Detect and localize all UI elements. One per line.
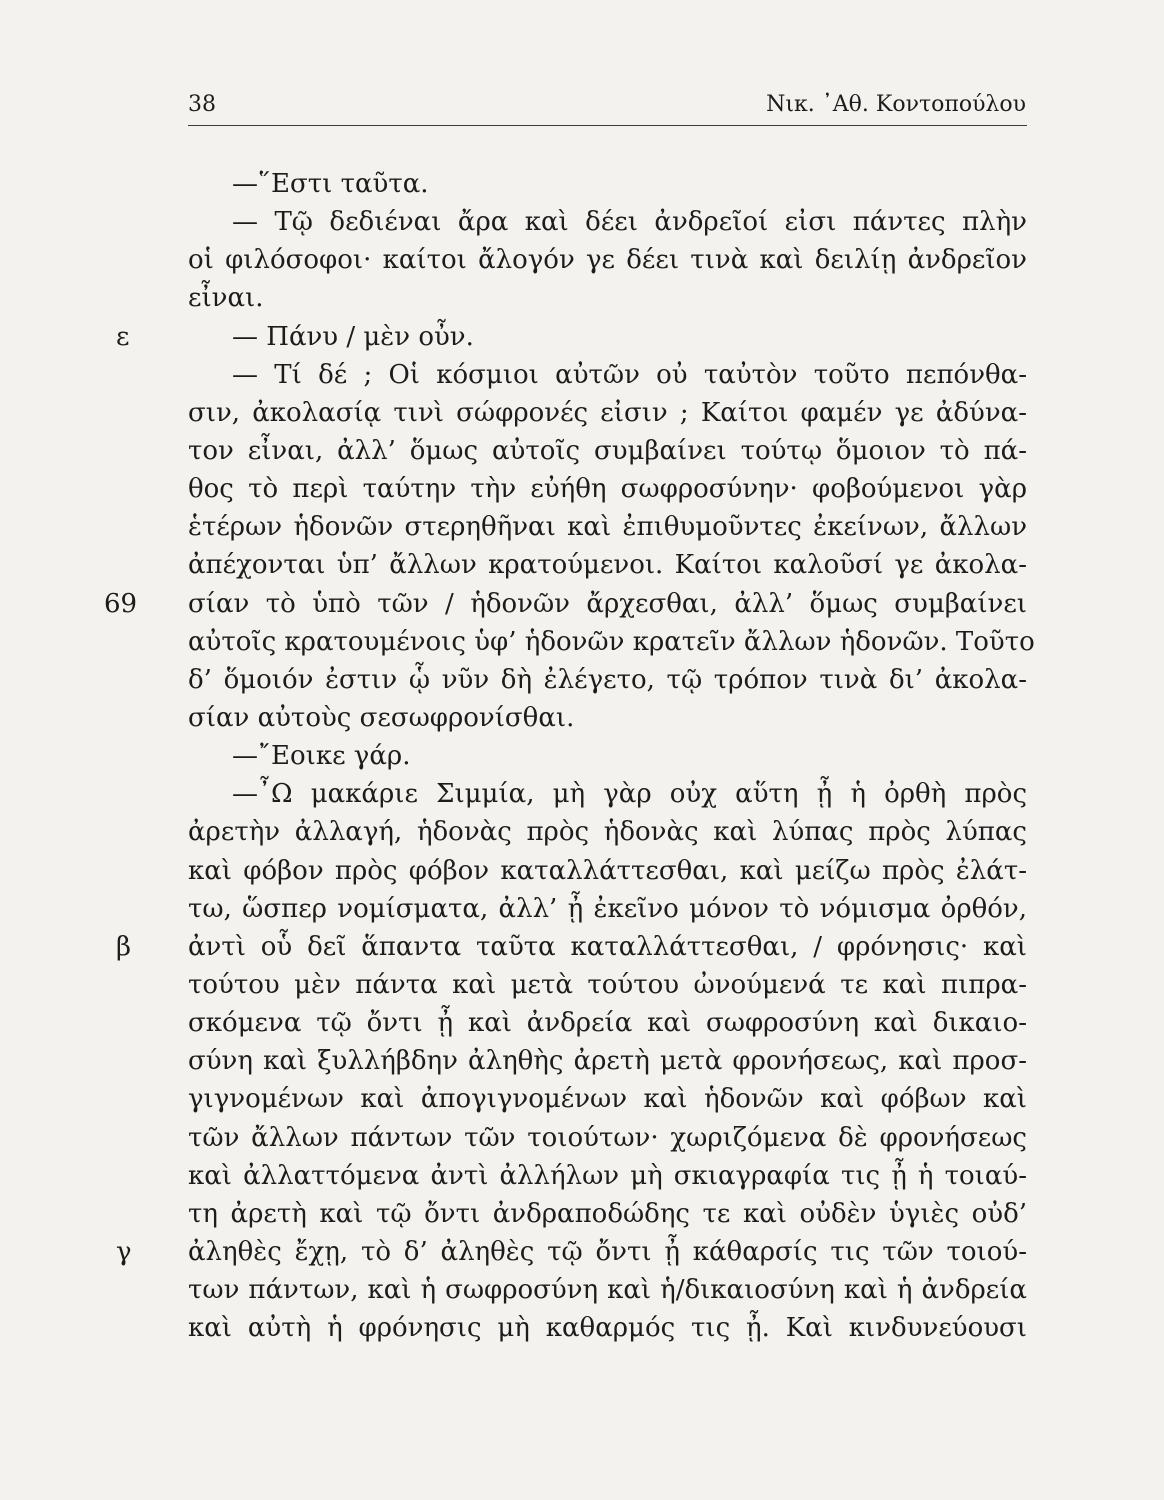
text-line-content: ἀντὶ οὗ δεῖ ἅπαντα ταῦτα καταλλάττεσθαι, / φρόνησις· καὶ (188, 931, 1027, 962)
text-line (188, 241, 1027, 279)
text-line (116, 1233, 1027, 1271)
text-line (116, 318, 1027, 356)
text-line-content: τούτου μὲν πάντα καὶ μετὰ τούτου ὠνούμενά τε καὶ πιπρα- (188, 969, 1027, 1000)
text-line-content: των πάντων, καὶ ἡ σωφροσύνη καὶ ἡ/δικαιοσύνη καὶ ἡ ἀνδρεία (188, 1275, 1027, 1306)
text-line-content: θος τὸ περὶ ταύτην τὴν εὐήθη σωφροσύνην· φοβούμενοι γὰρ (188, 474, 1027, 505)
text-line-content: ἀπέχονται ὑπ’ ἄλλων κρατούμενοι. Καίτοι καλοῦσί γε ἀκολα- (188, 550, 1027, 581)
text-line-content: δ’ ὅμοιόν ἐστιν ᾧ νῦν δὴ ἐλέγετο, τῷ τρόπον τινὰ δι’ ἀκολα- (188, 664, 1027, 695)
text-line-content: σκόμενα τῷ ὄντι ᾖ καὶ ἀνδρεία καὶ σωφροσύνη καὶ δικαιο- (188, 1008, 1027, 1039)
text-line (188, 432, 1027, 470)
text-line-content: σίαν τὸ ὑπὸ τῶν / ἡδονῶν ἄρχεσθαι, ἀλλ’ ὅμως συμβαίνει (188, 588, 1027, 619)
text-line-content: καὶ φόβον πρὸς φόβον καταλλάττεσθαι, καὶ μείζω πρὸς ἐλάτ- (188, 855, 1027, 886)
text-line (188, 1119, 1027, 1157)
text-line (188, 279, 1027, 317)
text-line (116, 928, 1027, 966)
text-line-content: οἱ φιλόσοφοι· καίτοι ἄλογόν γε δέει τινὰ καὶ δειλίῃ ἀνδρεῖον (188, 245, 1027, 276)
text-line (188, 508, 1027, 546)
text-line-content: τῶν ἄλλων πάντων τῶν τοιούτων· χωριζόμενα δὲ φρονήσεως (188, 1122, 1027, 1153)
text-line-content: γιγνομένων καὶ ἀπογιγνομένων καὶ ἡδονῶν καὶ φόβων καὶ (188, 1084, 1027, 1115)
text-line-content: —῏Ω μακάριε Σιμμία, μὴ γὰρ οὐχ αὕτη ᾖ ἡ ὀρθὴ πρὸς (232, 779, 1027, 810)
text-line-content: —῎Εοικε γάρ. (232, 741, 411, 772)
margin-reference: 69 (104, 588, 138, 619)
text-line (188, 661, 1027, 699)
text-line (188, 852, 1027, 890)
text-line (188, 470, 1027, 508)
text-line (188, 1080, 1027, 1118)
text-line-content: ἑτέρων ἡδονῶν στερηθῆναι καὶ ἐπιθυμοῦντες ἐκείνων, ἄλλων (188, 512, 1027, 543)
text-line (188, 203, 1027, 241)
text-line-content: —῞Εστι ταῦτα. (232, 169, 429, 199)
text-line-content: εἶναι. (188, 283, 264, 314)
header-rule (188, 125, 1027, 126)
text-line-content: ἀρετὴν ἀλλαγή, ἡδονὰς πρὸς ἡδονὰς καὶ λύπας πρὸς λύπας (188, 817, 1027, 848)
text-line (188, 699, 1027, 737)
text-line-content: σύνη καὶ ξυλλήβδην ἀληθὴς ἀρετὴ μετὰ φρονήσεως, καὶ προσ- (188, 1046, 1027, 1077)
text-line-content: — Τί δέ ; Οἱ κόσμιοι αὐτῶν οὐ ταὐτὸν τοῦτο πεπόνθα- (232, 359, 1027, 390)
text-line-content: τον εἶναι, ἀλλ’ ὅμως αὐτοῖς συμβαίνει τούτῳ ὅμοιον τὸ πά- (188, 435, 1027, 466)
text-line-content: ἀληθὲς ἔχῃ, τὸ δ’ ἀληθὲς τῷ ὄντι ᾖ κάθαρσίς τις τῶν τοιού- (188, 1236, 1027, 1267)
text-line (188, 1004, 1027, 1042)
text-line (188, 1195, 1027, 1233)
text-line (188, 1309, 1027, 1347)
page-number: 38 (188, 92, 216, 117)
text-line (188, 546, 1027, 584)
text-line (188, 165, 1027, 203)
text-line (188, 1042, 1027, 1080)
margin-reference: β (116, 931, 132, 962)
text-line (188, 737, 1027, 775)
text-line (188, 966, 1027, 1004)
text-line-content: — Πάνυ / μὲν οὖν. (232, 321, 474, 352)
text-line-content: καὶ ἀλλαττόμενα ἀντὶ ἀλλήλων μὴ σκιαγραφία τις ᾖ ἡ τοιαύ- (188, 1160, 1027, 1191)
text-line-content: καὶ αὐτὴ ἡ φρόνησις μὴ καθαρμός τις ᾖ. Καὶ κινδυνεύουσι (188, 1313, 1027, 1344)
text-line-content: σίαν αὐτοὺς σεσωφρονίσθαι. (188, 702, 575, 733)
text-line (188, 394, 1027, 432)
text-line-content: τω, ὥσπερ νομίσματα, ἀλλ’ ᾖ ἐκεῖνο μόνον τὸ νόμισμα ὀρθόν, (188, 893, 1027, 924)
text-line (104, 585, 1027, 623)
margin-reference: ε (116, 321, 130, 352)
text-line (188, 623, 1035, 661)
text-line-content: αὐτοῖς κρατουμένοις ὑφ’ ἡδονῶν κρατεῖν ἄλλων ἡδονῶν. Τοῦτο (188, 626, 1035, 657)
greek-text-block (104, 165, 1035, 1347)
text-line (188, 775, 1027, 813)
running-head: Νικ. ᾿Αθ. Κοντοπούλου (766, 92, 1026, 117)
text-line (188, 356, 1027, 394)
text-line (188, 1271, 1027, 1309)
text-line (188, 1157, 1027, 1195)
margin-reference: γ (116, 1236, 132, 1267)
text-line (188, 890, 1027, 928)
text-line-content: — Τῷ δεδιέναι ἄρα καὶ δέει ἀνδρεῖοί εἰσι πάντες πλὴν (232, 207, 1027, 238)
text-line-content: σιν, ἀκολασίᾳ τινὶ σώφρονές εἰσιν ; Καίτοι φαμέν γε ἀδύνα- (188, 397, 1027, 428)
text-line-content: τη ἀρετὴ καὶ τῷ ὄντι ἀνδραποδώδης τε καὶ οὐδὲν ὑγιὲς οὐδ’ (188, 1198, 1027, 1229)
text-line (188, 813, 1027, 851)
